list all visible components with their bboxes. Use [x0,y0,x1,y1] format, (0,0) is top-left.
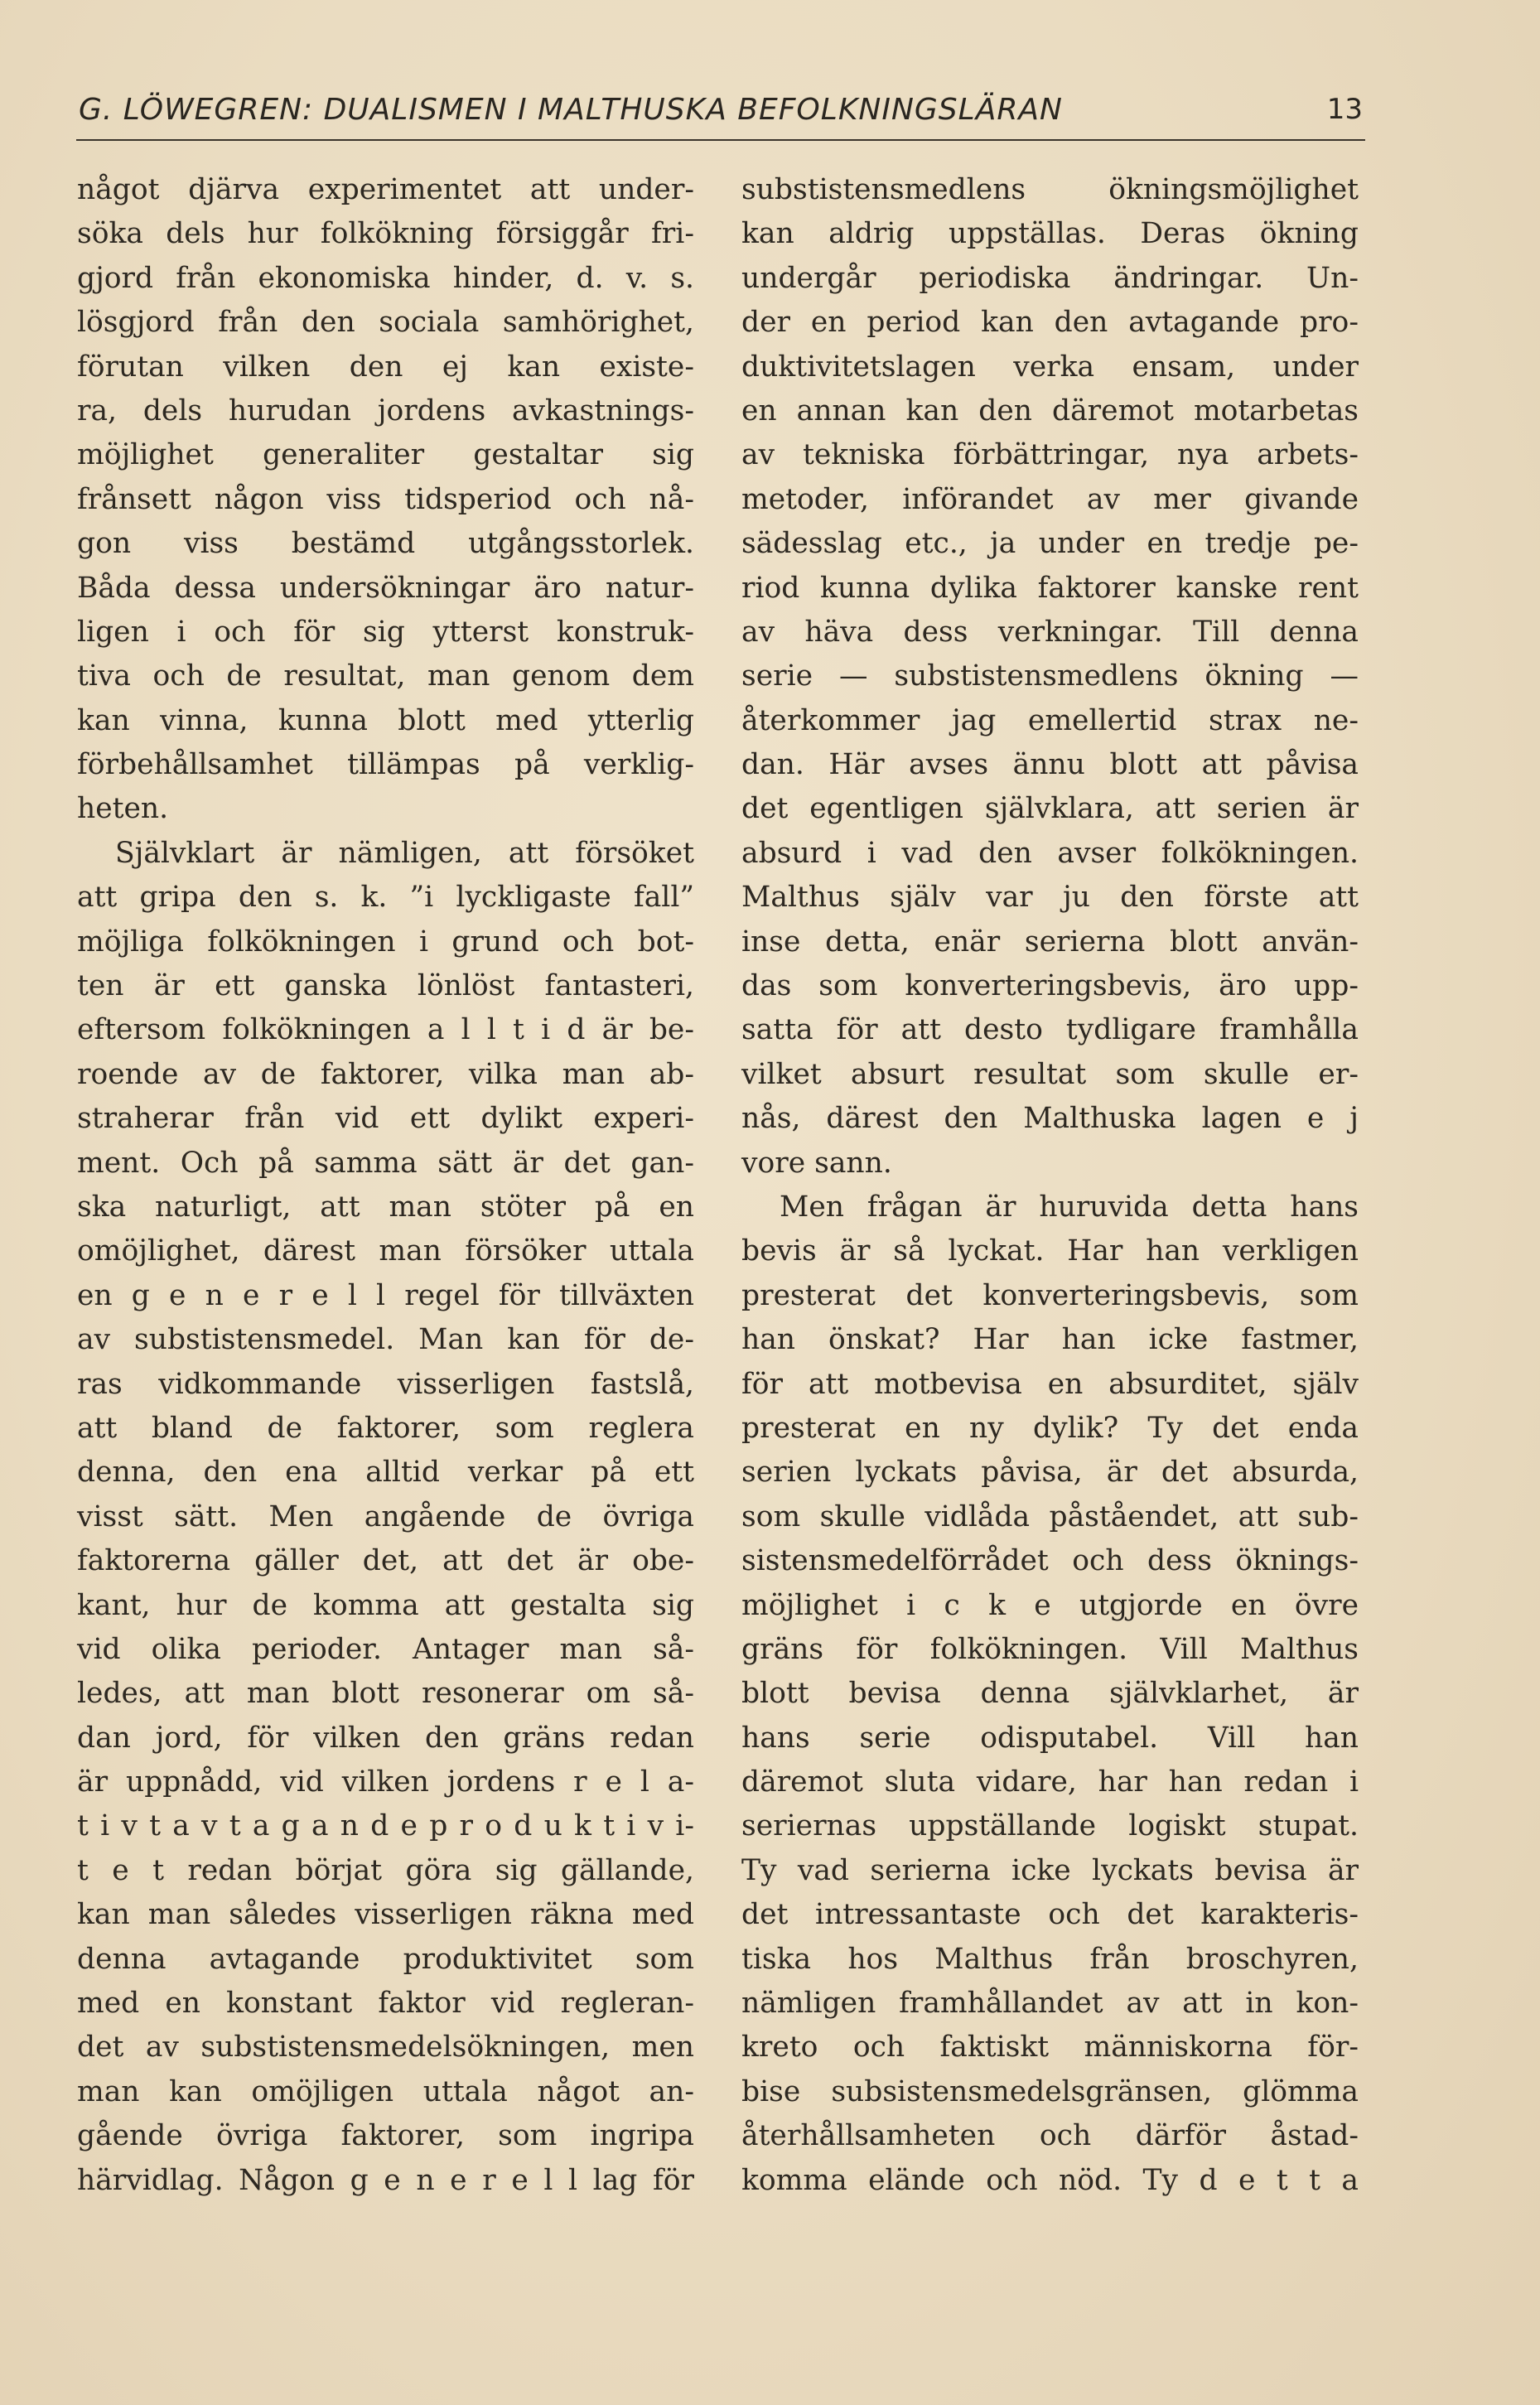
text-line: vid olika perioder. Antager man så- [77,1632,694,1666]
text-line: härvidlag. Någon g e n e r e l l lag för [77,2163,694,2197]
text-line: möjliga folkökningen i grund och bot- [77,925,694,959]
page-header [79,83,1363,136]
text-line: en g e n e r e l l regel för tillväxten [77,1278,694,1312]
text-line: t e t redan börjat göra sig gällande, [77,1853,694,1887]
text-line: roende av de faktorer, vilka man ab- [77,1057,694,1091]
text-line: Båda dessa undersökningar äro natur- [77,571,694,605]
text-line: serie — substistensmedlens ökning — [741,659,1359,693]
text-line: återhållsamheten och därför åstad- [741,2119,1359,2153]
text-line: Ty vad serierna icke lyckats bevisa är [741,1853,1359,1887]
text-line: med en konstant faktor vid regleran- [77,1987,694,2021]
text-line: Men frågan är huruvida detta hans [780,1190,1359,1224]
text-line: något djärva experimentet att under- [77,173,694,206]
text-line: av substistensmedel. Man kan för de- [77,1323,694,1357]
text-line: man kan omöjligen uttala något an- [77,2074,694,2108]
text-line: han önskat? Har han icke fastmer, [741,1323,1359,1357]
text-line: inse detta, enär serierna blott använ- [741,925,1359,959]
text-line: ment. Och på samma sätt är det gan- [77,1146,694,1180]
text-line: dan jord, för vilken den gräns redan [77,1721,694,1755]
text-line: gående övriga faktorer, som ingripa [77,2119,694,2153]
text-line: lösgjord från den sociala samhörighet, [77,306,694,340]
text-line: tiska hos Malthus från broschyren, [741,1942,1359,1976]
text-line: komma elände och nöd. Ty d e t t a [741,2163,1359,2197]
text-line: serien lyckats påvisa, är det absurda, [741,1456,1359,1490]
text-line: ligen i och för sig ytterst konstruk- [77,615,694,649]
text-line: för att motbevisa en absurditet, själv [741,1367,1359,1401]
text-line: sistensmedelförrådet och dess öknings- [741,1544,1359,1578]
text-line: av tekniska förbättringar, nya arbets- [741,438,1359,472]
text-line: eftersom folkökningen a l l t i d är be- [77,1013,694,1047]
text-line: omöjlighet, därest man försöker uttala [77,1234,694,1268]
text-line: ska naturligt, att man stöter på en [77,1190,694,1224]
text-line: Självklart är nämligen, att försöket [115,836,694,870]
text-line: ra, dels hurudan jordens avkastnings- [77,394,694,427]
text-line: återkommer jag emellertid strax ne- [741,703,1359,737]
text-line: sädesslag etc., ja under en tredje pe- [741,527,1359,561]
text-line: kan vinna, kunna blott med ytterlig [77,703,694,737]
text-line: som skulle vidlåda påståendet, att sub- [741,1500,1359,1533]
text-line: t i v t a v t a g a n d e p r o d u k t i v i- [77,1809,694,1843]
text-line: Malthus själv var ju den förste att [741,881,1359,915]
text-line: vore sann. [741,1146,892,1180]
text-line: av häva dess verkningar. Till denna [741,615,1359,649]
text-line: blott bevisa denna självklarhet, är [741,1677,1359,1711]
text-line: en annan kan den däremot motarbetas [741,394,1359,427]
text-line: är uppnådd, vid vilken jordens r e l a- [77,1765,694,1799]
text-line: att gripa den s. k. ”i lyckligaste fall” [77,881,694,915]
text-line: riod kunna dylika faktorer kanske rent [741,571,1359,605]
text-line: heten. [77,792,169,826]
text-line: metoder, införandet av mer givande [741,482,1359,516]
text-line: das som konverteringsbevis, äro upp- [741,969,1359,1003]
text-line: presterat en ny dylik? Ty det enda [741,1411,1359,1445]
text-line: det egentligen självklara, att serien är [741,792,1359,826]
text-line: ras vidkommande visserligen fastslå, [77,1367,694,1401]
text-line: ten är ett ganska lönlöst fantasteri, [77,969,694,1003]
running-head: G. LÖWEGREN: DUALISMEN I MALTHUSKA BEFOLKNINGSLÄRAN [79,93,1063,127]
text-line: undergår periodiska ändringar. Un- [741,261,1359,295]
text-line: gjord från ekonomiska hinder, d. v. s. [77,261,694,295]
text-line: presterat det konverteringsbevis, som [741,1278,1359,1312]
header-rule [76,139,1365,141]
page-number: 13 [1326,93,1363,126]
text-line: visst sätt. Men angående de övriga [77,1500,694,1533]
text-line: att bland de faktorer, som reglera [77,1411,694,1445]
text-line: kant, hur de komma att gestalta sig [77,1588,694,1622]
text-line: förutan vilken den ej kan existe- [77,350,694,384]
left-column [77,168,694,2203]
right-column [741,168,1359,2203]
text-line: kreto och faktiskt människorna för- [741,2031,1359,2065]
text-line: det intressantaste och det karakteris- [741,1898,1359,1932]
text-line: tiva och de resultat, man genom dem [77,659,694,693]
text-line: möjlighet generaliter gestaltar sig [77,438,694,472]
text-line: nås, därest den Malthuska lagen e j [741,1102,1359,1136]
text-line: denna avtagande produktivitet som [77,1942,694,1976]
text-line: kan man således visserligen räkna med [77,1898,694,1932]
text-line: duktivitetslagen verka ensam, under [741,350,1359,384]
text-line: seriernas uppställande logiskt stupat. [741,1809,1359,1843]
text-line: däremot sluta vidare, har han redan i [741,1765,1359,1799]
text-line: nämligen framhållandet av att in kon- [741,1987,1359,2021]
text-line: dan. Här avses ännu blott att påvisa [741,748,1359,782]
text-line: bise subsistensmedelsgränsen, glömma [741,2074,1359,2108]
text-line: hans serie odisputabel. Vill han [741,1721,1359,1755]
text-line: bevis är så lyckat. Har han verkligen [741,1234,1359,1268]
text-line: söka dels hur folkökning försiggår fri- [77,217,694,251]
text-line: gräns för folkökningen. Vill Malthus [741,1632,1359,1666]
text-line: faktorerna gäller det, att det är obe- [77,1544,694,1578]
text-line: frånsett någon viss tidsperiod och nå- [77,482,694,516]
text-line: denna, den ena alltid verkar på ett [77,1456,694,1490]
text-line: absurd i vad den avser folkökningen. [741,836,1359,870]
text-line: förbehållsamhet tillämpas på verklig- [77,748,694,782]
text-line: substistensmedlens ökningsmöjlighet [741,173,1359,206]
text-line: satta för att desto tydligare framhålla [741,1013,1359,1047]
text-line: der en period kan den avtagande pro- [741,306,1359,340]
text-line: straherar från vid ett dylikt experi- [77,1102,694,1136]
text-line: kan aldrig uppställas. Deras ökning [741,217,1359,251]
text-line: ledes, att man blott resonerar om så- [77,1677,694,1711]
text-line: möjlighet i c k e utgjorde en övre [741,1588,1359,1622]
text-line: det av substistensmedelsökningen, men [77,2031,694,2065]
text-line: gon viss bestämd utgångsstorlek. [77,527,694,561]
text-line: vilket absurt resultat som skulle er- [741,1057,1359,1091]
